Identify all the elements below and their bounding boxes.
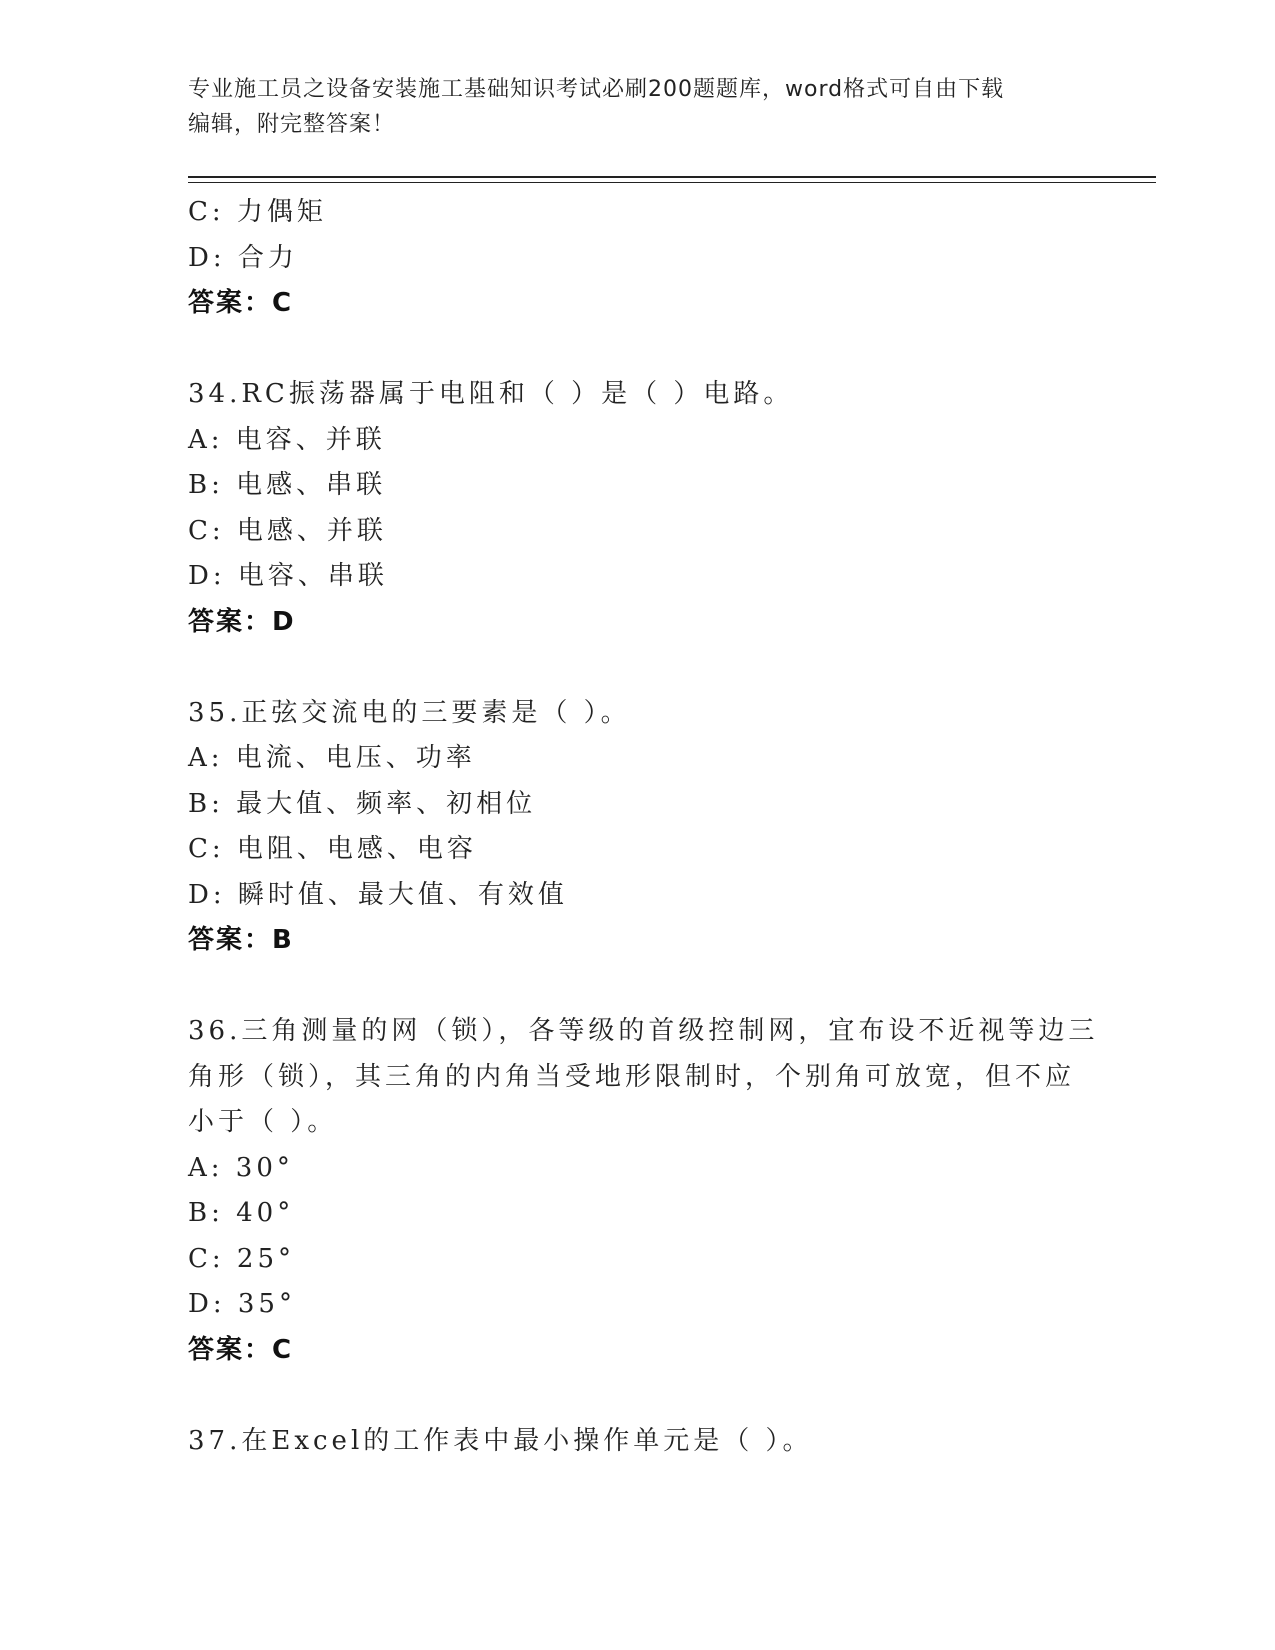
document-header [188, 72, 1088, 142]
answer: 答案：B [188, 925, 294, 955]
question-35 [188, 691, 1088, 964]
question-stem: 37.在Excel的工作表中最小操作单元是（ ）。 [188, 1425, 813, 1456]
header-line-1: 专业施工员之设备安装施工基础知识考试必刷200题题库，word格式可自由下载 [188, 77, 1005, 102]
option-d: D: 35° [188, 1289, 296, 1319]
question-stem-line-1: 36.三角测量的网（锁），各等级的首级控制网，宜布设不近视等边三 [188, 1016, 1099, 1046]
question-stem: 34.RC振荡器属于电阻和（ ）是（ ）电路。 [188, 379, 794, 409]
question-stem-line-3: 小于（ ）。 [188, 1107, 338, 1137]
answer: 答案：D [188, 606, 296, 637]
header-rule-thick [188, 176, 1156, 178]
question-36 [188, 1009, 1099, 1373]
option-d: D: 瞬时值、最大值、有效值 [188, 879, 568, 910]
option-b: B: 最大值、频率、初相位 [188, 788, 537, 819]
header-line-2: 编辑，附完整答案！ [188, 112, 396, 137]
question-stem: 35.正弦交流电的三要素是（ ）。 [188, 697, 631, 728]
answer: 答案：C [188, 288, 294, 318]
option-b: B: 40° [188, 1198, 295, 1228]
spacer [188, 645, 1088, 691]
question-list [188, 190, 1099, 1464]
answer: 答案：C [188, 1334, 294, 1365]
question-stem-line-2: 角形（锁），其三角的内角当受地形限制时，个别角可放宽，但不应 [188, 1061, 1076, 1092]
option-c: C: 电感、并联 [188, 515, 387, 546]
option-c: C: 力偶矩 [188, 197, 327, 227]
question-37 [188, 1419, 1088, 1465]
spacer [188, 964, 1088, 1010]
option-b: B: 电感、串联 [188, 470, 387, 500]
option-d: D: 电容、串联 [188, 561, 388, 591]
option-c: C: 25° [188, 1243, 296, 1274]
option-a: A: 30° [188, 1152, 294, 1183]
option-a: A: 电流、电压、功率 [188, 743, 476, 773]
option-a: A: 电容、并联 [188, 424, 386, 455]
spacer [188, 327, 1088, 373]
question-33-partial [188, 190, 1088, 327]
option-c: C: 电阻、电感、电容 [188, 834, 477, 864]
question-34 [188, 372, 1088, 645]
option-d: D: 合力 [188, 242, 298, 273]
header-rule-thin [188, 182, 1156, 183]
spacer [188, 1373, 1088, 1419]
